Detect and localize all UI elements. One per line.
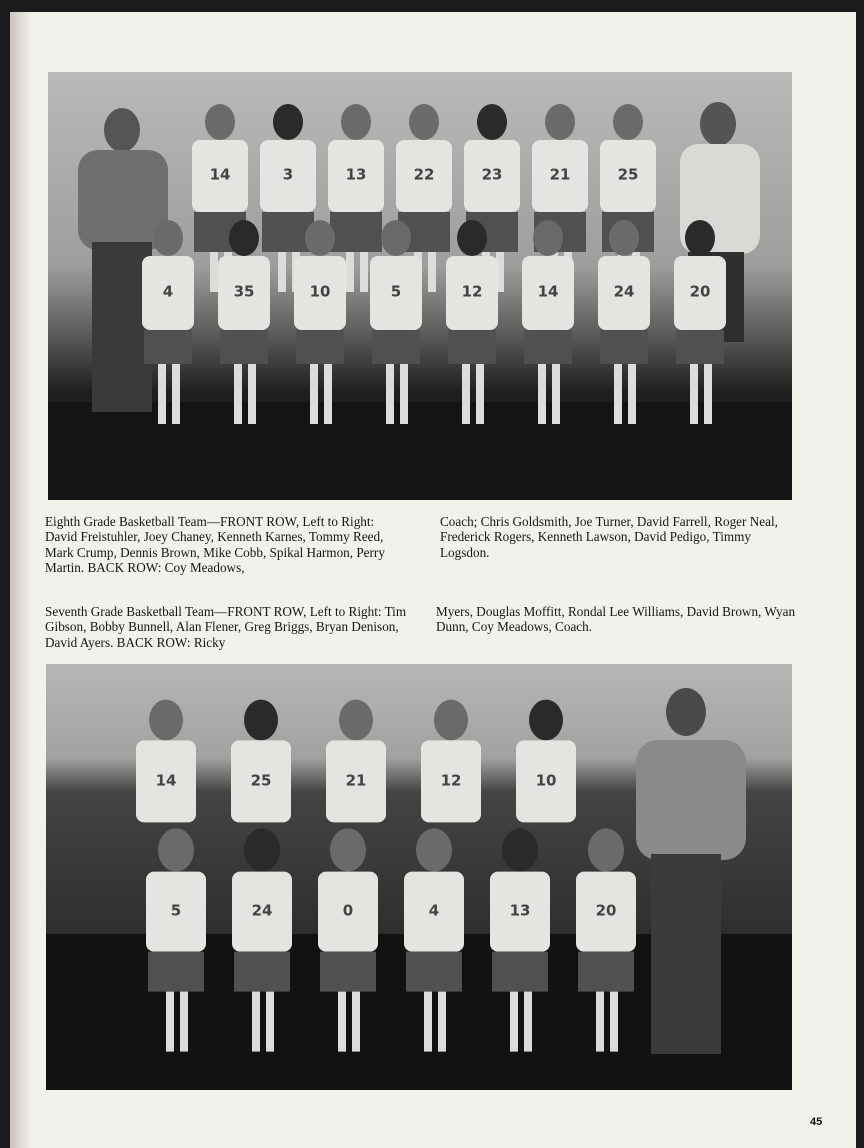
jersey-number: 12 — [440, 771, 462, 790]
eighth-grade-photo-graphic — [48, 72, 792, 500]
jersey-number: 10 — [535, 771, 557, 790]
jersey-number: 13 — [509, 901, 531, 920]
jersey-number: 14 — [537, 282, 559, 301]
jersey-number: 4 — [162, 282, 174, 301]
jersey-number: 13 — [345, 165, 367, 184]
yearbook-page — [10, 12, 856, 1148]
jersey-number: 12 — [461, 282, 483, 301]
jersey-number: 10 — [309, 282, 331, 301]
jersey-number: 20 — [689, 282, 711, 301]
jersey-number: 4 — [428, 901, 440, 920]
jersey-number: 22 — [413, 165, 435, 184]
jersey-number: 21 — [549, 165, 571, 184]
jersey-number: 25 — [617, 165, 639, 184]
jersey-number: 5 — [170, 901, 182, 920]
seventh-grade-caption-right: Myers, Douglas Moffitt, Rondal Lee Williams, David Brown, Wyan Dunn, Coy Meadows, Coach. — [436, 604, 796, 635]
page-number: 45 — [810, 1116, 823, 1128]
eighth-grade-caption-right: Coach; Chris Goldsmith, Joe Turner, David Farrell, Roger Neal, Frederick Rogers, Kenneth Lawson, David Pedigo, Timmy Logsdon. — [440, 514, 778, 560]
jersey-number: 0 — [342, 901, 354, 920]
jersey-number: 35 — [233, 282, 255, 301]
jersey-number: 14 — [209, 165, 231, 184]
seventh-grade-photo-graphic — [46, 664, 792, 1090]
jersey-number: 14 — [155, 771, 177, 790]
jersey-number: 3 — [282, 165, 294, 184]
seventh-grade-caption-left: Seventh Grade Basketball Team—FRONT ROW, Left to Right: Tim Gibson, Bobby Bunnell, Alan Flener, Greg Briggs, Bryan Denison, David Ayers. BACK ROW: Ricky — [45, 604, 407, 650]
page-gutter-shadow — [10, 12, 32, 1148]
jersey-number: 5 — [390, 282, 402, 301]
eighth-grade-team-photo — [48, 72, 792, 500]
jersey-number: 23 — [481, 165, 503, 184]
jersey-number: 24 — [613, 282, 635, 301]
seventh-grade-team-photo — [46, 664, 792, 1090]
jersey-number: 25 — [250, 771, 272, 790]
jersey-number: 20 — [595, 901, 617, 920]
eighth-grade-caption-left: Eighth Grade Basketball Team—FRONT ROW, Left to Right: David Freistuhler, Joey Chaney, Kenneth Karnes, Tommy Reed, Mark Crump, Dennis Brown, Mike Cobb, Spikal Harmon, Perry Martin. BACK ROW: Coy Meadows, — [45, 514, 385, 576]
jersey-number: 24 — [251, 901, 273, 920]
jersey-number: 21 — [345, 771, 367, 790]
